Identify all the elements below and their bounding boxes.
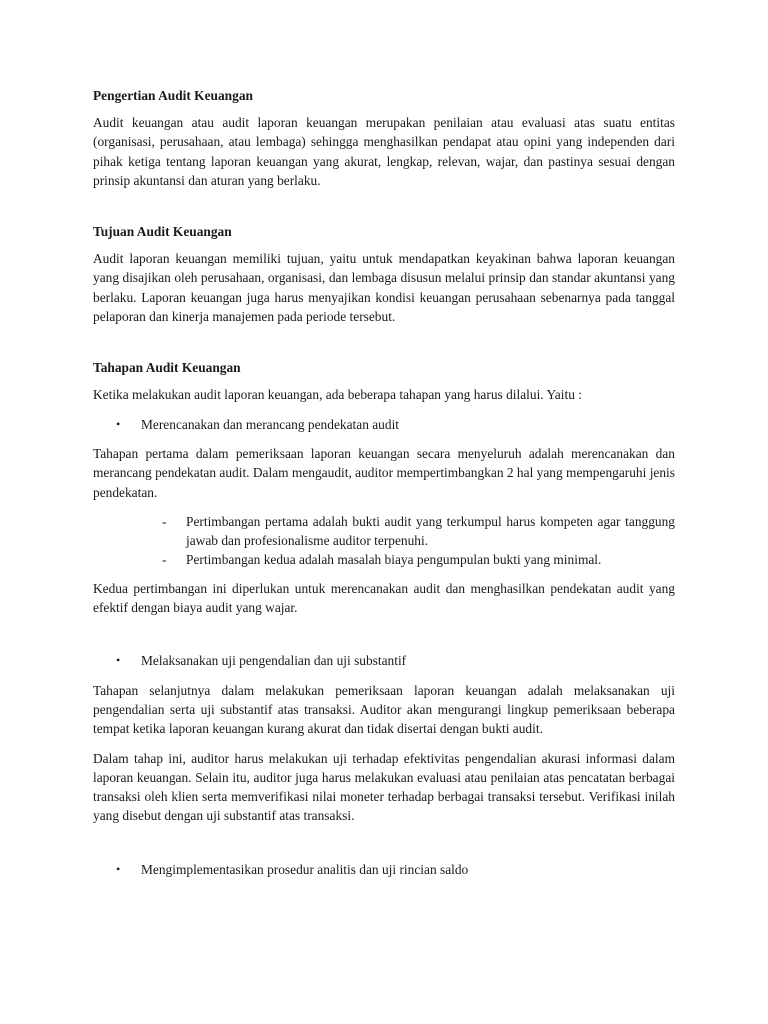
dash-icon: - xyxy=(162,513,167,529)
bullet-item-step3 xyxy=(93,860,675,879)
spacer xyxy=(93,836,675,860)
document-content xyxy=(93,86,675,889)
spacer xyxy=(93,627,675,651)
heading-tahapan: Tahapan Audit Keuangan xyxy=(93,360,241,376)
paragraph-step1: Tahapan pertama dalam pemeriksaan laporan keuangan secara menyeluruh adalah merencanakan dan merancang pendekatan audit. Dalam mengaudit, auditor mempertimbangkan 2 hal yang mempengaruhi jenis pendekatan. xyxy=(93,445,675,500)
dash-icon: - xyxy=(162,552,167,568)
dash-list-item xyxy=(93,550,675,569)
bullet-label-step1: Merencanakan dan merancang pendekatan audit xyxy=(141,416,400,432)
heading-tujuan: Tujuan Audit Keuangan xyxy=(93,224,232,240)
paragraph-pengertian: Audit keuangan atau audit laporan keuangan merupakan penilaian atau evaluasi atas suatu entitas (organisasi, perusahaan, atau lembaga) sehingga menghasilkan pendapat atau opini yang independen dari pihak ketiga tentang laporan keuangan yang akurat, lengkap, relevan, wajar, dan pastinya sesuai dengan prinsip akuntansi dan aturan yang berlaku. xyxy=(93,115,675,188)
bullet-icon: • xyxy=(116,416,121,431)
paragraph-tahapan-intro: Ketika melakukan audit laporan keuangan, ada beberapa tahapan yang harus dilalui. Yaitu : xyxy=(93,387,582,403)
paragraph-step2-a: Tahapan selanjutnya dalam melakukan pemeriksaan laporan keuangan adalah melaksanakan uji pengendalian serta uji substantif atas transaksi. Auditor akan mengurangi lingkup pemeriksaan beberapa tempat ketika laporan keuangan kurang akurat dan tidak disertai dengan bukti audit. xyxy=(93,682,675,737)
dash-item-text: Pertimbangan pertama adalah bukti audit yang terkumpul harus kompeten agar tanggung jawab dan profesionalisme auditor terpenuhi. xyxy=(186,513,675,549)
paragraph-tujuan: Audit laporan keuangan memiliki tujuan, yaitu untuk mendapatkan keyakinan bahwa laporan keuangan yang disajikan oleh perusahaan, organisasi, dan lembaga disusun melalui prinsip dan standar akuntansi yang berlaku. Laporan keuangan juga harus menyajikan kondisi keuangan perusahaan sebenarnya pada tanggal pelaporan dan kinerja manajemen pada periode tersebut. xyxy=(93,251,675,325)
bullet-label-step2: Melaksanakan uji pengendalian dan uji substantif xyxy=(141,653,407,669)
heading-pengertian: Pengertian Audit Keuangan xyxy=(93,88,253,103)
spacer xyxy=(93,200,675,222)
dash-list-item xyxy=(93,512,675,551)
bullet-icon: • xyxy=(116,861,121,876)
dash-list xyxy=(93,512,675,570)
paragraph-step1-closing: Kedua pertimbangan ini diperlukan untuk merencanakan audit dan menghasilkan pendekatan audit yang efektif dengan biaya audit yang wajar. xyxy=(93,580,675,616)
bullet-label-step3: Mengimplementasikan prosedur analitis dan uji rincian saldo xyxy=(141,861,469,877)
bullet-icon: • xyxy=(116,653,121,668)
bullet-item-step1 xyxy=(93,415,675,434)
bullet-item-step2 xyxy=(93,651,675,670)
paragraph-step2-b: Dalam tahap ini, auditor harus melakukan uji terhadap efektivitas pengendalian akurasi informasi dalam laporan keuangan. Selain itu, auditor juga harus melakukan evaluasi atau penilaian atas pencatatan berbagai transaksi oleh klien serta memverifikasi nilai moneter terhadap berbagai transaksi tersebut. Verifikasi inilah yang disebut dengan uji substantif atas transaksi. xyxy=(93,750,675,824)
spacer xyxy=(93,336,675,358)
dash-item-text: Pertimbangan kedua adalah masalah biaya pengumpulan bukti yang minimal. xyxy=(186,552,602,568)
